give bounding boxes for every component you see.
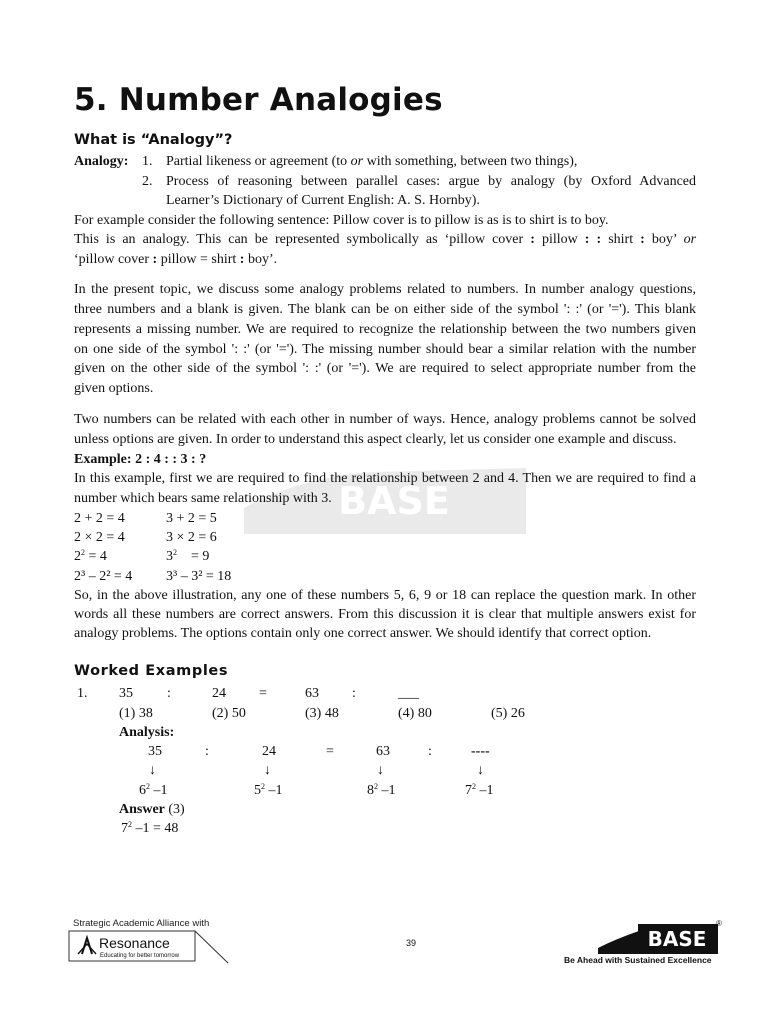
example-text-line1: In this example, first we are required to find the relationship between 2 and 4. Then we are required to find a [74, 471, 696, 486]
def-item-1: Partial likeness or agreement (to or with something, between two things), [166, 154, 578, 169]
para2-line4: on one side of the symbol ': :' (or '='). The missing number should bear a similar relation with the number [74, 342, 696, 357]
relation-right-2: 3 × 2 = 6 [166, 530, 217, 545]
def-item-2-line2: Learner’s Dictionary of Current English: A. S. Hornby). [166, 193, 480, 208]
analysis-blank: ---- [471, 744, 490, 759]
answer-calculation: $7^2$ –1 = 48 [121, 820, 179, 836]
answer-line: Answer (3) [119, 802, 185, 817]
resonance-logo [68, 930, 230, 964]
symbolic-line-2: ‘pillow cover : pillow = shirt : boy’. [74, 252, 278, 267]
analysis-equals: = [326, 744, 334, 759]
arrow-down-icon: ↓ [149, 763, 156, 778]
def-item-2-num: 2. [142, 174, 153, 189]
relation-expr-4: $7^2$ –1 [465, 782, 494, 798]
alliance-text: Strategic Academic Alliance with [73, 918, 210, 929]
example-line: Example: 2 : 4 : : 3 : ? [74, 452, 207, 467]
para2-line5: given on the other side of the symbol ': :' (or '='). We are required to select appropriate number from the [74, 361, 696, 376]
relation-left-1: 2 + 2 = 4 [74, 511, 125, 526]
question-term-3: 63 [305, 686, 319, 701]
analysis-term-3: 63 [376, 744, 390, 759]
example-sentence: For example consider the following sentence: Pillow cover is to pillow is as is to shirt is to boy. [74, 213, 609, 228]
relation-right-4: 3³ – 3² = 18 [166, 569, 232, 584]
para2-line1: In the present topic, we discuss some analogy problems related to numbers. In number analogy questions, [74, 282, 696, 297]
relation-right-3: $3^2$ = 9 [166, 548, 210, 564]
question-blank: ___ [398, 686, 419, 701]
example-text-line2: number which bears same relationship with 3. [74, 491, 332, 506]
analysis-term-1: 35 [148, 744, 162, 759]
relation-left-3: $2^2 = 4$ [74, 548, 107, 564]
para2-line3: represents a missing number. We are required to recognize the relationship between the two numbers given [74, 322, 696, 337]
para3-line1: Two numbers can be related with each other in number of ways. Hence, analogy problems cannot be solved [74, 412, 696, 427]
page-title: 5. Number Analogies [74, 82, 443, 118]
relation-expr-3: $8^2$ –1 [367, 782, 396, 798]
section-heading-analogy: What is “Analogy”? [74, 132, 233, 148]
arrow-down-icon: ↓ [377, 763, 384, 778]
relation-left-2: 2 × 2 = 4 [74, 530, 125, 545]
analysis-label: Analysis: [119, 725, 175, 740]
question-equals: = [259, 686, 267, 701]
conclusion-line1: So, in the above illustration, any one of these numbers 5, 6, 9 or 18 can replace the question mark. In other [74, 588, 696, 603]
option-4: (4) 80 [398, 706, 432, 721]
symbolic-line-1: This is an analogy. This can be represented symbolically as ‘pillow cover : pillow : : shirt : boy’ or [74, 232, 697, 247]
option-2: (2) 50 [212, 706, 246, 721]
analysis-colon-1: : [205, 744, 209, 759]
question-term-2: 24 [212, 686, 226, 701]
page-number: 39 [406, 938, 417, 948]
def-item-2-line1: Process of reasoning between parallel cases: argue by analogy (by Oxford Advanced [166, 174, 696, 189]
para2-line2: three numbers and a blank is given. The blank can be on either side of the symbol ': :' (or '='). This blank [74, 302, 696, 317]
conclusion-line2: words all these numbers are correct answers. From this discussion it is clear that multiple answers exist for [74, 607, 696, 622]
question-number: 1. [77, 686, 88, 701]
def-item-1-num: 1. [142, 154, 153, 169]
question-colon-2: : [352, 686, 356, 701]
resonance-wordmark: Resonance [99, 935, 170, 951]
relation-expr-1: $6^2$ –1 [139, 782, 168, 798]
option-5: (5) 26 [491, 706, 525, 721]
conclusion-line3: analogy problems. The options contain only one correct answer. We should identify that correct option. [74, 626, 652, 641]
relation-left-4: 2³ – 2² = 4 [74, 569, 133, 584]
option-3: (3) 48 [305, 706, 339, 721]
registered-mark: ® [716, 919, 722, 928]
worked-examples-heading: Worked Examples [74, 663, 229, 679]
question-colon-1: : [167, 686, 171, 701]
relation-expr-2: $5^2$ –1 [254, 782, 283, 798]
analysis-term-2: 24 [262, 744, 276, 759]
para2-line6: given options. [74, 381, 154, 396]
relation-right-1: 3 + 2 = 5 [166, 511, 217, 526]
para3-line2: unless options are given. In order to understand this aspect clearly, let us consider one example and discuss. [74, 432, 677, 447]
base-logo [598, 916, 726, 954]
resonance-tagline: Educating for better tomorrow [100, 953, 180, 959]
analysis-colon-2: : [428, 744, 432, 759]
question-term-1: 35 [119, 686, 133, 701]
option-1: (1) 38 [119, 706, 153, 721]
arrow-down-icon: ↓ [264, 763, 271, 778]
base-tagline: Be Ahead with Sustained Excellence [564, 955, 712, 965]
watermark-text: BASE [338, 479, 450, 523]
arrow-down-icon: ↓ [477, 763, 484, 778]
base-logo-text: BASE [647, 927, 707, 951]
analogy-label: Analogy: [74, 154, 129, 169]
